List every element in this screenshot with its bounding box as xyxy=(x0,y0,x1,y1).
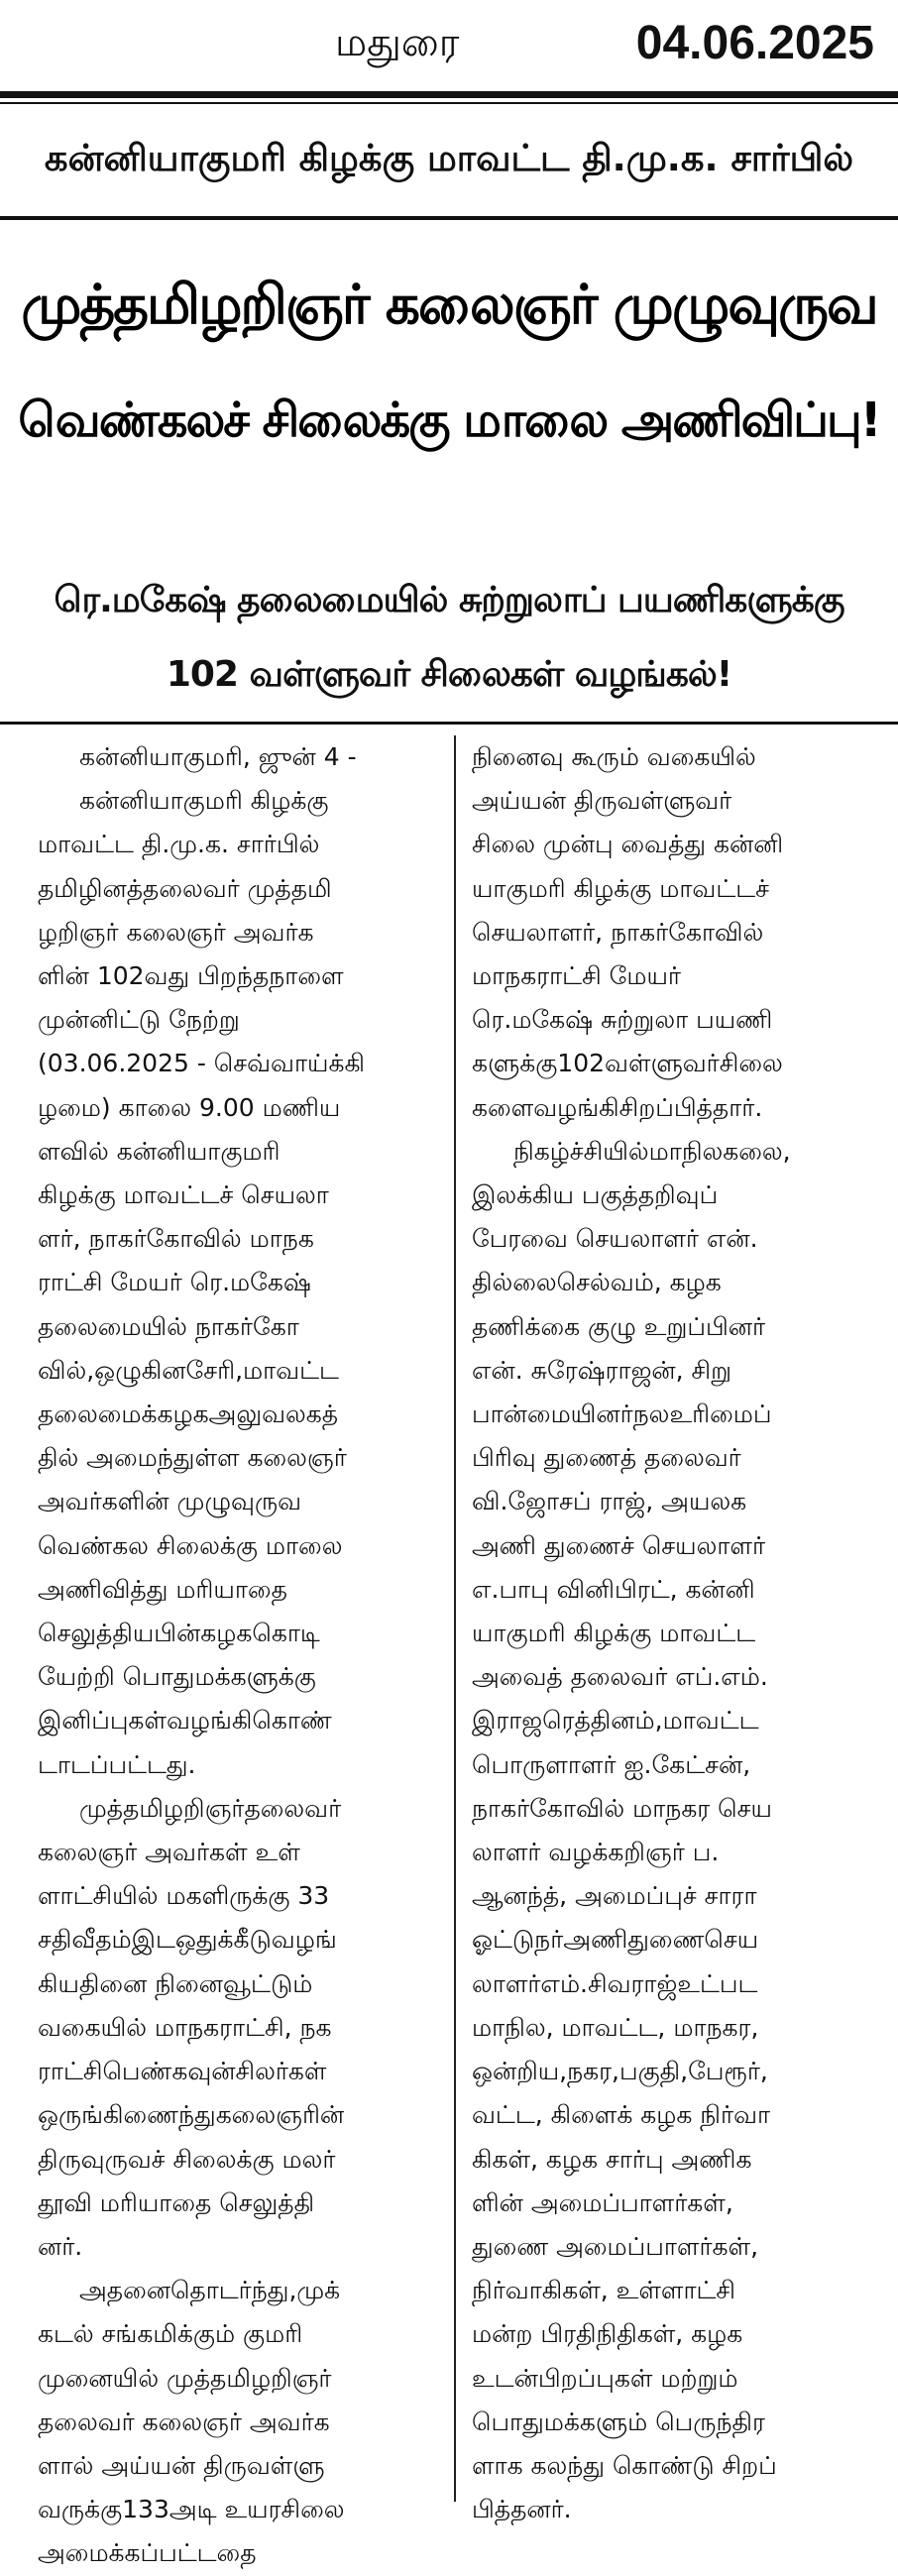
article-line xyxy=(38,1524,439,1568)
article-line xyxy=(38,1086,439,1130)
article-line xyxy=(38,1655,439,1699)
article-line-text: (03.06.2025 - செவ்வாய்க்கி xyxy=(38,1049,365,1078)
article-line-text: கலைஞர் அவர்கள் உள் xyxy=(38,1838,300,1867)
article-line-text: செலுத்தியபின்கழககொடி xyxy=(38,1619,320,1648)
article-line xyxy=(472,1918,873,1961)
article-line-text: தில்லைசெல்வம், கழக xyxy=(472,1268,722,1297)
article-line xyxy=(472,823,873,866)
article-line xyxy=(38,2312,439,2356)
article-line-text: என். சுரேஷ்ராஜன், சிறு xyxy=(472,1355,732,1385)
article-line-text: திருவுருவச் சிலைக்கு மலர் xyxy=(38,2144,336,2174)
top-rule xyxy=(0,91,898,98)
article-line-text: யாகுமரி கிழக்கு மாவட்ட xyxy=(472,1619,756,1648)
article-line-text: அதனைதொடர்ந்து,முக் xyxy=(79,2276,341,2305)
article-line xyxy=(38,911,439,954)
article-line-text: வருக்கு133அடி உயரசிலை xyxy=(38,2495,345,2524)
article-line xyxy=(38,2093,439,2137)
article-line xyxy=(472,1787,873,1831)
article-line-text: பிரிவு துணைத் தலைவர் xyxy=(472,1443,741,1473)
article-line-text: அணி துணைச் செயலாளர் xyxy=(472,1530,766,1560)
article-line xyxy=(38,2269,439,2312)
article-line-text: ஆனந்த், அமைப்புச் சாரா xyxy=(472,1881,757,1911)
article-line xyxy=(38,1217,439,1261)
kicker-rule xyxy=(0,216,898,220)
article-line-text: னர். xyxy=(38,2231,83,2261)
article-line-text: முன்னிட்டு நேற்று xyxy=(38,1005,240,1035)
article-line-text: பொதுமக்களும் பெருந்திர xyxy=(472,2407,765,2436)
article-line-text: ளாட்சியில் மகளிருக்கு 33 xyxy=(38,1881,330,1911)
article-line xyxy=(472,2312,873,2356)
article-line-text: எ.பாபு வினிபிரட், கன்னி xyxy=(472,1574,755,1604)
article-line-text: தலைமைக்கழகஅலுவலகத் xyxy=(38,1400,339,1429)
article-line xyxy=(472,2488,873,2531)
article-line xyxy=(472,1130,873,1174)
article-line-text: ளாக கலந்து கொண்டு சிறப் xyxy=(472,2450,777,2480)
article-line-text: பான்மையினர்நலஉரிமைப் xyxy=(472,1400,772,1429)
article-line xyxy=(38,2050,439,2093)
article-line-text: லாளர்எம்.சிவராஜ்உட்பட xyxy=(472,1968,758,1998)
article-line xyxy=(38,1349,439,1393)
article-line xyxy=(38,1305,439,1349)
article-line-text: களைவழங்கிசிறப்பித்தார். xyxy=(472,1092,763,1122)
article-line-text: ளின் அமைப்பாளர்கள், xyxy=(472,2187,733,2217)
article-line-text: அவர்களின் முழுவுருவ xyxy=(38,1487,302,1516)
article-line xyxy=(472,1831,873,1874)
headline-line-1: முத்தமிழறிஞர் கலைஞர் முழுவுருவ xyxy=(21,273,877,336)
article-line xyxy=(472,1524,873,1568)
article-line-text: டாடப்பட்டது. xyxy=(38,1749,196,1779)
article-line-text: அவைத் தலைவர் எப்.எம். xyxy=(472,1662,768,1692)
article-line xyxy=(38,1042,439,1085)
article-line-text: மாவட்ட தி.மு.க. சார்பில் xyxy=(38,830,320,859)
article-line-text: ளர், நாகர்கோவில் மாநக xyxy=(38,1224,314,1254)
article-line xyxy=(38,1261,439,1304)
article-line-text: பேரவை செயலாளர் என். xyxy=(472,1224,758,1254)
article-line xyxy=(38,2225,439,2269)
article-line xyxy=(472,1174,873,1217)
article-line-text: மாநில, மாவட்ட, மாநகர, xyxy=(472,2012,759,2042)
subheadline-line-1: ரெ.மகேஷ் தலைமையில் சுற்றுலாப் பயணிகளுக்கு xyxy=(54,580,844,620)
article-line xyxy=(38,1787,439,1831)
article-line xyxy=(472,2225,873,2269)
article-line-text: நினைவு கூரும் வகையில் xyxy=(472,742,756,771)
article-line-text: துணை அமைப்பாளர்கள், xyxy=(472,2231,759,2261)
article-line xyxy=(472,1480,873,1523)
article-line xyxy=(38,2138,439,2182)
top-rule-thin xyxy=(0,102,898,104)
article-line-text: ராட்சிபெண்கவுன்சிலர்கள் xyxy=(38,2057,327,2086)
article-line xyxy=(472,2006,873,2050)
article-line-text: வகையில் மாநகராட்சி, நக xyxy=(38,2012,332,2042)
article-line xyxy=(472,1568,873,1612)
dateline xyxy=(0,14,898,73)
article-line xyxy=(38,2444,439,2488)
article-line-text: யேற்றி பொதுமக்களுக்கு xyxy=(38,1662,316,1692)
article-line-text: உடன்பிறப்புகள் மற்றும் xyxy=(472,2363,738,2393)
column-divider xyxy=(454,735,456,2502)
article-line-text: கடல் சங்கமிக்கும் குமரி xyxy=(38,2319,303,2349)
article-line-text: தமிழினத்தலைவர் முத்தமி xyxy=(38,873,332,903)
article-line xyxy=(472,2357,873,2401)
article-line xyxy=(472,1612,873,1655)
article-line-text: ஒருங்கிணைந்துகலைஞரின் xyxy=(38,2100,345,2130)
article-line-text: அமைக்கப்பட்டதை xyxy=(38,2538,257,2568)
article-line-text: சதிவீதம்இடஒதுக்கீடுவழங் xyxy=(38,1925,337,1955)
article-line xyxy=(472,2401,873,2444)
article-line-text: பித்தனர். xyxy=(472,2495,572,2524)
article-line-text: கிகள், கழக சார்பு அணிக xyxy=(472,2144,752,2174)
dateline-date: 04.06.2025 xyxy=(635,17,874,69)
article-line-text: தலைவர் கலைஞர் அவர்க xyxy=(38,2407,330,2436)
article-line-text: தணிக்கை குழு உறுப்பினர் xyxy=(472,1311,766,1341)
article-line xyxy=(472,1436,873,1480)
article-line-text: முத்தமிழறிஞர்தலைவர் xyxy=(79,1793,342,1823)
article-line xyxy=(472,1962,873,2006)
article-line-text: களுக்கு102வள்ளுவர்சிலை xyxy=(472,1049,783,1078)
article-line xyxy=(472,1393,873,1436)
article-line xyxy=(472,1699,873,1742)
headline-line-2: வெண்கலச் சிலைக்கு மாலை அணிவிப்பு! xyxy=(18,392,880,448)
article-line xyxy=(38,2401,439,2444)
article-line xyxy=(472,867,873,911)
article-line-text: மாநகராட்சி மேயர் xyxy=(472,961,681,991)
article-line xyxy=(38,2531,439,2575)
article-line-text: ரெ.மகேஷ் சுற்றுலா பயணி xyxy=(472,1005,773,1035)
article-line-text: தலைமையில் நாகர்கோ xyxy=(38,1311,299,1341)
article-line xyxy=(472,998,873,1042)
article-line xyxy=(38,1436,439,1480)
article-line xyxy=(38,1831,439,1874)
article-line-text: ஓட்டுநர்அணிதுணைசெய xyxy=(472,1925,759,1955)
article-line-text: ராட்சி மேயர் ரெ.மகேஷ் xyxy=(38,1268,311,1297)
article-line xyxy=(38,1743,439,1787)
article-line-text: ளால் அய்யன் திருவள்ளு xyxy=(38,2450,325,2480)
kicker: கன்னியாகுமரி கிழக்கு மாவட்ட தி.மு.க. சார்பில் xyxy=(44,137,854,179)
article-line xyxy=(38,1699,439,1742)
article-line-text: இனிப்புகள்வழங்கிகொண் xyxy=(38,1706,332,1736)
article-line xyxy=(472,1874,873,1918)
article-line-text: முனையில் முத்தமிழறிஞர் xyxy=(38,2363,332,2393)
article-line xyxy=(472,1743,873,1787)
article-line-text: நாகர்கோவில் மாநகர செய xyxy=(472,1793,772,1823)
article-line xyxy=(472,1217,873,1261)
article-line-text: கியதினை நினைவூட்டும் xyxy=(38,1968,313,1998)
article-line xyxy=(472,954,873,998)
article-line xyxy=(38,1568,439,1612)
article-line xyxy=(38,2488,439,2531)
article-line-text: அணிவித்து மரியாதை xyxy=(38,1574,287,1604)
article-line-text: கன்னியாகுமரி கிழக்கு xyxy=(79,786,329,816)
article-line-text: வி.ஜோசப் ராஜ், அயலக xyxy=(472,1487,747,1516)
article-line xyxy=(472,1042,873,1085)
article-line-text: தூவி மரியாதை செலுத்தி xyxy=(38,2187,315,2217)
article-line xyxy=(472,779,873,823)
article-line xyxy=(472,1261,873,1304)
article-line xyxy=(472,2050,873,2093)
article-line-text: செயலாளர், நாகர்கோவில் xyxy=(472,917,764,947)
article-line xyxy=(38,779,439,823)
article-line xyxy=(38,1174,439,1217)
article-left-column xyxy=(38,735,439,2576)
article-line xyxy=(472,1305,873,1349)
article-line xyxy=(38,954,439,998)
article-line xyxy=(472,911,873,954)
article-line-text: இலக்கிய பகுத்தறிவுப் xyxy=(472,1180,719,1210)
article-line-text: லாளர் வழக்கறிஞர் ப. xyxy=(472,1838,720,1867)
article-line xyxy=(472,2138,873,2182)
article-line-text: ழறிஞர் கலைஞர் அவர்க xyxy=(38,917,314,947)
article-line xyxy=(38,2006,439,2050)
article-line xyxy=(472,735,873,779)
article-line-text: வெண்கல சிலைக்கு மாலை xyxy=(38,1530,343,1560)
article-line-text: நிர்வாகிகள், உள்ளாட்சி xyxy=(472,2276,736,2305)
article-line-text: ழமை) காலை 9.00 மணிய xyxy=(38,1092,341,1122)
article-line-text: யாகுமரி கிழக்கு மாவட்டச் xyxy=(472,873,769,903)
article-line-text: மன்ற பிரதிநிதிகள், கழக xyxy=(472,2319,743,2349)
article-line xyxy=(38,867,439,911)
article-line-text: இராஜரெத்தினம்,மாவட்ட xyxy=(472,1706,759,1736)
article-line xyxy=(38,735,439,779)
article-line xyxy=(472,2269,873,2312)
article-line-text: ளவில் கன்னியாகுமரி xyxy=(38,1136,281,1166)
body-rule xyxy=(0,722,898,725)
article-line xyxy=(38,2357,439,2401)
article-line xyxy=(38,1918,439,1961)
article-line-text: கிழக்கு மாவட்டச் செயலா xyxy=(38,1180,329,1210)
article-line-text: ளின் 102வது பிறந்தநாளை xyxy=(38,961,344,991)
article-line-text: கன்னியாகுமரி, ஜுன் 4 - xyxy=(79,742,357,771)
article-right-column xyxy=(472,735,873,2531)
article-line-text: பொருளாளர் ஐ.கேட்சன், xyxy=(472,1749,751,1779)
article-line-text: தில் அமைந்துள்ள கலைஞர் xyxy=(38,1443,347,1473)
article-line xyxy=(38,823,439,866)
article-line xyxy=(38,1130,439,1174)
subheadline-line-2: 102 வள்ளுவர் சிலைகள் வழங்கல்! xyxy=(166,654,732,695)
article-line xyxy=(38,998,439,1042)
article-line xyxy=(472,1086,873,1130)
article-line xyxy=(38,1480,439,1523)
article-line xyxy=(38,2182,439,2225)
article-line xyxy=(472,1655,873,1699)
article-line xyxy=(38,1962,439,2006)
article-line-text: வட்ட, கிளைக் கழக நிர்வா xyxy=(472,2100,771,2130)
article-line-text: சிலை முன்பு வைத்து கன்னி xyxy=(472,830,784,859)
article-line xyxy=(472,2444,873,2488)
article-line xyxy=(38,1393,439,1436)
article-line xyxy=(472,2182,873,2225)
article-line xyxy=(38,1874,439,1918)
article-line-text: ஒன்றிய,நகர,பகுதி,பேரூர், xyxy=(472,2057,768,2086)
article-line-text: அய்யன் திருவள்ளுவர் xyxy=(472,786,732,816)
article-line-text: நிகழ்ச்சியில்மாநிலகலை, xyxy=(513,1136,791,1166)
article-line xyxy=(472,1349,873,1393)
article-line xyxy=(38,1612,439,1655)
article-line-text: வில்,ஒழுகினசேரி,மாவட்ட xyxy=(38,1355,339,1385)
dateline-city: மதுரை xyxy=(335,20,460,65)
article-line xyxy=(472,2093,873,2137)
